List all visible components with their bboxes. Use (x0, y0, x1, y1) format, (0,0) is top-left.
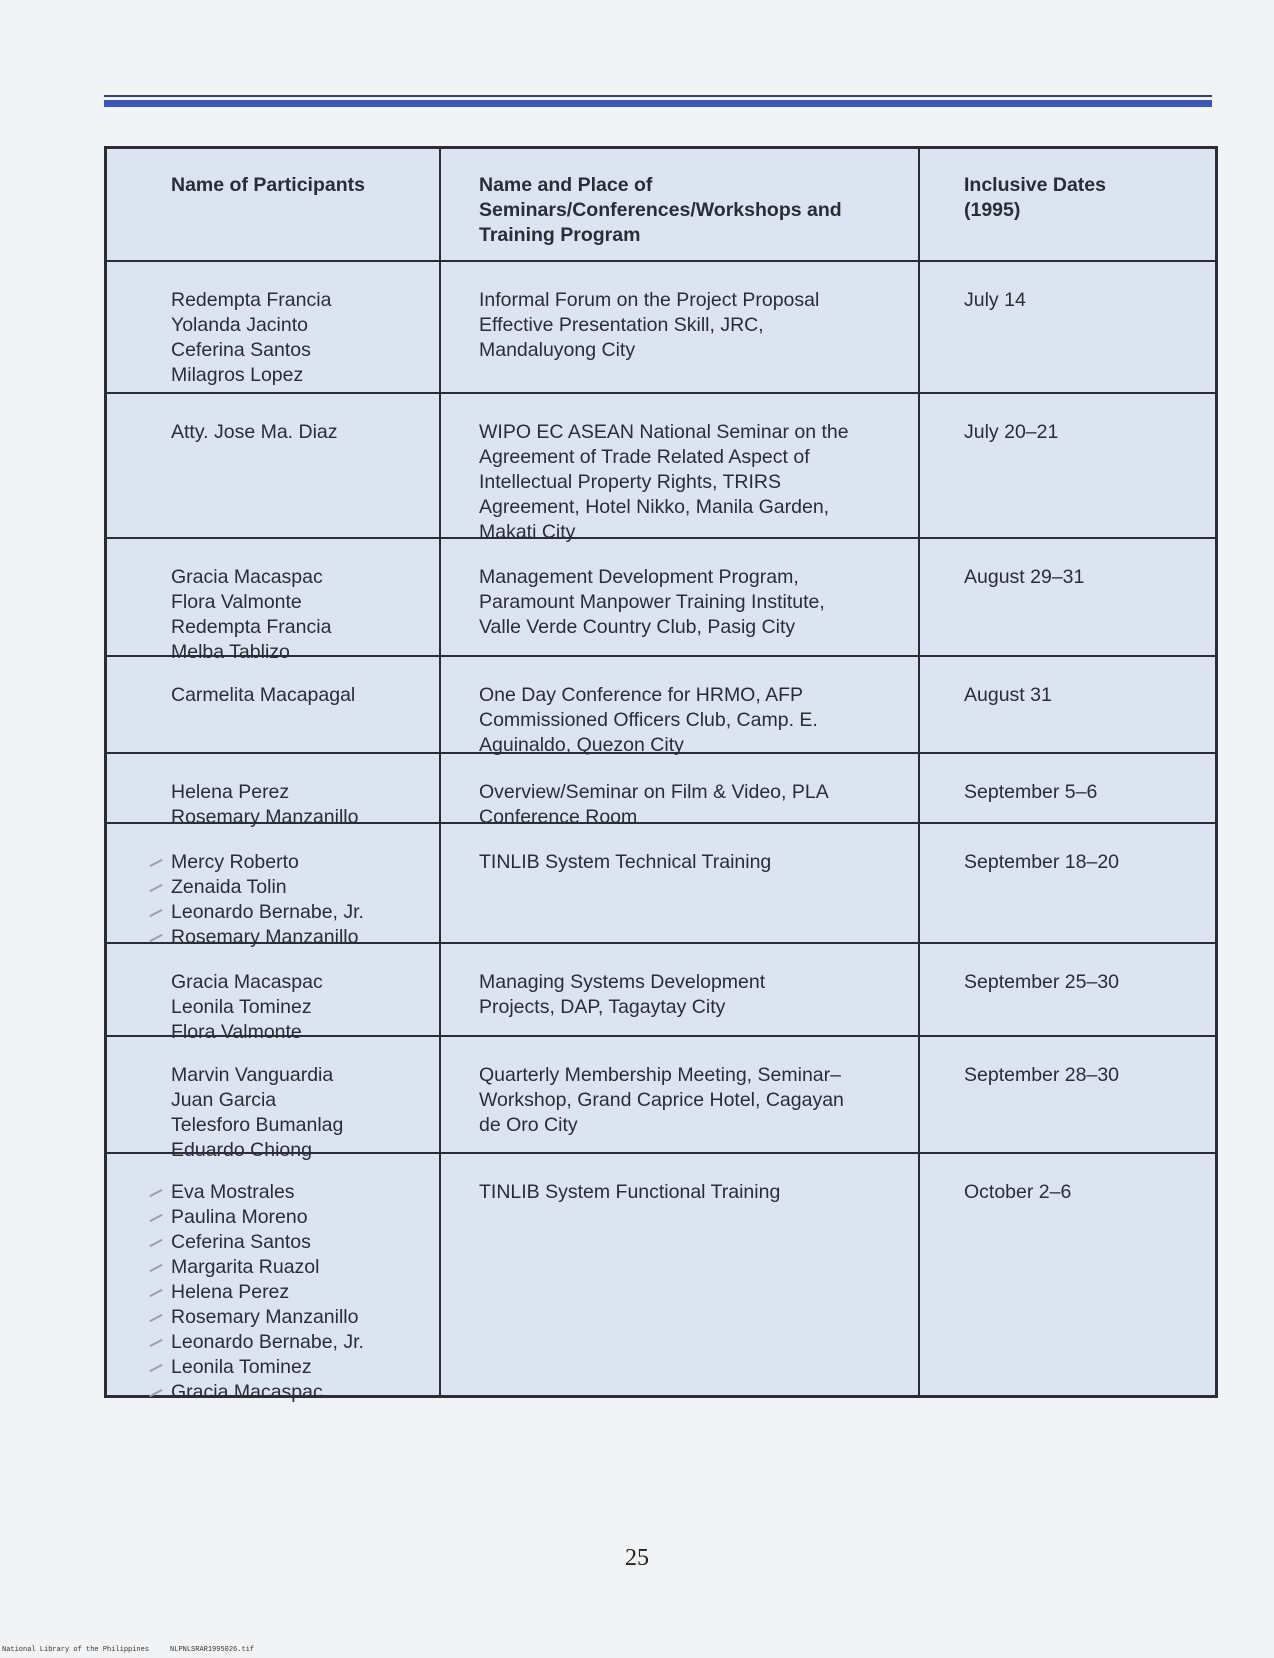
event-cell (441, 657, 920, 756)
participants-cell (107, 1154, 441, 1403)
header-text: Inclusive Dates (964, 174, 1106, 196)
event-cell-line: TINLIB System Technical Training (479, 851, 772, 873)
header-participants (107, 149, 441, 260)
participants-cell-line: Rosemary Manzanillo (171, 925, 439, 950)
participants-cell (107, 394, 441, 537)
event-cell-line: Effective Presentation Skill, JRC, (479, 314, 764, 336)
event-cell (441, 1154, 920, 1395)
dates-cell-line: August 29–31 (964, 566, 1085, 588)
header-rule-thin (104, 95, 1212, 97)
event-cell (441, 394, 920, 543)
table-row (107, 392, 1215, 543)
event-cell-line: Intellectual Property Rights, TRIRS (479, 471, 782, 493)
participants-cell-line: Gracia Macaspac (171, 1380, 439, 1405)
participants-cell-line: Juan Garcia (171, 1089, 277, 1111)
participants-cell-line: Milagros Lopez (171, 364, 304, 386)
dates-cell (920, 824, 1209, 942)
event-cell-line: Quarterly Membership Meeting, Seminar– (479, 1064, 841, 1086)
table-row (107, 1152, 1215, 1403)
dates-cell (920, 657, 1209, 752)
dates-cell (920, 394, 1209, 537)
participants-cell-line: Carmelita Macapagal (171, 684, 356, 706)
participants-cell-line: Leonila Tominez (171, 996, 312, 1018)
header-rule-blue (104, 100, 1212, 107)
participants-cell (107, 262, 441, 392)
event-cell-line: Valle Verde Country Club, Pasig City (479, 616, 796, 638)
participants-cell-line: Atty. Jose Ma. Diaz (171, 421, 338, 443)
header-text: Seminars/Conferences/Workshops and (479, 199, 842, 221)
header-text: Name and Place of (479, 174, 653, 196)
participants-cell-line: Gracia Macaspac (171, 971, 323, 993)
event-cell-line: Informal Forum on the Project Proposal (479, 289, 820, 311)
dates-cell (920, 1154, 1209, 1395)
participants-cell-line: Helena Perez (171, 781, 290, 803)
header-text: Name of Participants (171, 174, 365, 196)
event-cell-line: Mandaluyong City (479, 339, 636, 361)
footer-library: National Library of the Philippines (2, 1646, 150, 1654)
participants-cell (107, 657, 441, 752)
participants-cell-line: Zenaida Tolin (171, 875, 439, 900)
table-row (107, 942, 1215, 1043)
participants-cell-line: Flora Valmonte (171, 591, 302, 613)
participants-cell-line: Yolanda Jacinto (171, 314, 308, 336)
participants-cell (107, 539, 441, 663)
participants-cell-line: Gracia Macaspac (171, 566, 323, 588)
dates-cell-line: September 5–6 (964, 781, 1098, 803)
participants-cell-line: Paulina Moreno (171, 1205, 439, 1230)
participants-cell (107, 1037, 441, 1161)
event-cell-line: Commissioned Officers Club, Camp. E. (479, 709, 818, 731)
dates-cell-line: October 2–6 (964, 1181, 1072, 1203)
header-event (441, 149, 920, 260)
event-cell-line: Aguinaldo, Quezon City (479, 734, 684, 756)
dates-cell (920, 539, 1209, 655)
event-cell-line: Overview/Seminar on Film & Video, PLA (479, 781, 829, 803)
participants-cell-line: Ceferina Santos (171, 1230, 439, 1255)
dates-cell (920, 1037, 1209, 1152)
participants-cell-line: Ceferina Santos (171, 339, 311, 361)
participants-cell (107, 824, 441, 948)
event-cell (441, 262, 920, 392)
dates-cell-line: August 31 (964, 684, 1052, 706)
dates-cell (920, 262, 1209, 392)
participants-cell-line: Telesforo Bumanlag (171, 1114, 344, 1136)
event-cell (441, 1037, 920, 1152)
participants-cell-line: Redempta Francia (171, 616, 332, 638)
event-cell-line: Workshop, Grand Caprice Hotel, Cagayan (479, 1089, 844, 1111)
event-cell-line: Makati City (479, 521, 576, 543)
dates-cell-line: September 25–30 (964, 971, 1120, 993)
participants-cell-line: Flora Valmonte (171, 1021, 302, 1043)
event-cell (441, 944, 920, 1035)
event-cell-line: de Oro City (479, 1114, 578, 1136)
header-dates (920, 149, 1209, 260)
event-cell-line: Management Development Program, (479, 566, 799, 588)
header-text: Training Program (479, 224, 641, 246)
dates-cell (920, 944, 1209, 1035)
dates-cell-line: September 28–30 (964, 1064, 1120, 1086)
page-number: 25 (625, 1545, 649, 1571)
header-text: (1995) (964, 199, 1021, 221)
event-cell (441, 754, 920, 828)
participants-cell-line: Rosemary Manzanillo (171, 1305, 439, 1330)
table-row (107, 655, 1215, 756)
participants-cell-line: Rosemary Manzanillo (171, 806, 359, 828)
participants-cell (107, 944, 441, 1043)
table-row (107, 537, 1215, 663)
dates-cell-line: July 14 (964, 289, 1026, 311)
training-table (104, 146, 1218, 1403)
table-row (107, 752, 1215, 828)
event-cell-line: TINLIB System Functional Training (479, 1181, 781, 1203)
participants-cell-line: Marvin Vanguardia (171, 1064, 334, 1086)
table-row (107, 822, 1215, 948)
dates-cell (920, 754, 1209, 822)
participants-cell-line: Margarita Ruazol (171, 1255, 439, 1280)
participants-cell-line: Leonila Tominez (171, 1355, 439, 1380)
participants-cell-line: Redempta Francia (171, 289, 332, 311)
event-cell-line: WIPO EC ASEAN National Seminar on the (479, 421, 849, 443)
event-cell-line: Projects, DAP, Tagaytay City (479, 996, 726, 1018)
dates-cell-line: July 20–21 (964, 421, 1059, 443)
participants-cell-line: Eva Mostrales (171, 1180, 439, 1205)
event-cell (441, 824, 920, 942)
event-cell-line: Agreement, Hotel Nikko, Manila Garden, (479, 496, 830, 518)
event-cell-line: One Day Conference for HRMO, AFP (479, 684, 804, 706)
participants-cell-line: Melba Tablizo (171, 641, 290, 663)
scan-footer (2, 1646, 254, 1654)
participants-cell (107, 754, 441, 828)
participants-cell-line: Mercy Roberto (171, 850, 439, 875)
dates-cell-line: September 18–20 (964, 851, 1120, 873)
event-cell-line: Conference Room (479, 806, 638, 828)
table-row (107, 1035, 1215, 1161)
event-cell-line: Managing Systems Development (479, 971, 766, 993)
table-header (107, 149, 1215, 260)
event-cell-line: Paramount Manpower Training Institute, (479, 591, 825, 613)
table-row (107, 260, 1215, 392)
event-cell-line: Agreement of Trade Related Aspect of (479, 446, 810, 468)
participants-cell-line: Leonardo Bernabe, Jr. (171, 1330, 439, 1355)
participants-cell-line: Eduardo Chiong (171, 1139, 312, 1161)
participants-cell-line: Helena Perez (171, 1280, 439, 1305)
participants-cell-line: Leonardo Bernabe, Jr. (171, 900, 439, 925)
footer-file: NLPNLSRAR1995026.tif (170, 1646, 255, 1654)
event-cell (441, 539, 920, 655)
